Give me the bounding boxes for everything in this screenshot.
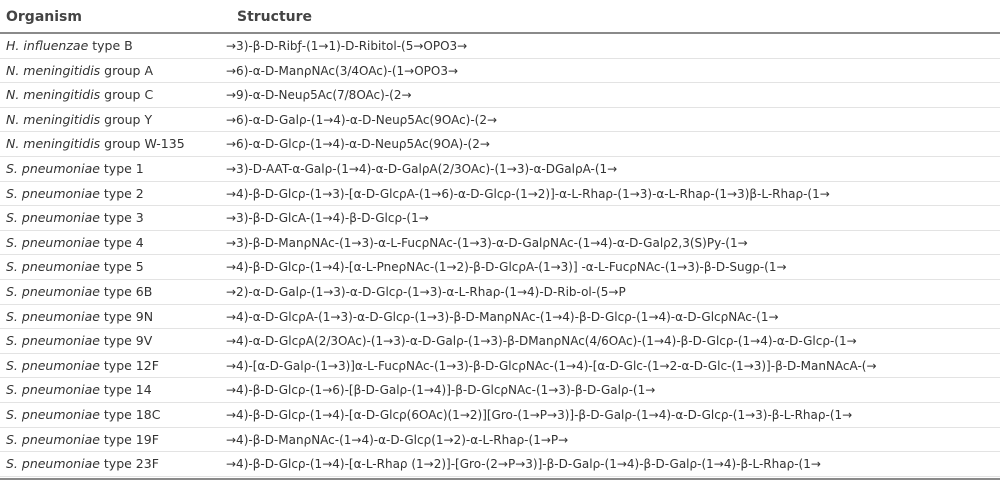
structure-cell: →6)-α-D-ManρNAc(3/4OAc)-(1→OPO3→: [226, 63, 459, 78]
structure-cell: →3)-β-D-GlcA-(1→4)-β-D-Glcρ-(1→: [226, 211, 429, 226]
organism-type: type 9V: [99, 333, 153, 349]
structure-cell: →3)-β-D-Ribƒ-(1→1)-D-Ribitol-(5→OPO3→: [226, 39, 468, 53]
organism-cell: [6, 186, 144, 202]
organism-genus: S. pneumoniae: [6, 283, 100, 299]
organism-genus: S. pneumoniae: [6, 357, 100, 373]
structure-cell: →4)-β-D-Glcρ-(1→4)-[α-L-Rhaρ (1→2)]-[Gro-(2→P→3)]-β-D-Galρ-(1→4)-β-D-Galρ-(1→4)-β-L-Rhaρ-(1→: [226, 457, 821, 472]
organism-cell: [6, 432, 159, 448]
organism-cell: [6, 38, 133, 54]
organism-cell: [6, 136, 185, 152]
organism-genus: N. meningitidis: [6, 62, 101, 78]
organism-cell: [6, 333, 152, 349]
table-row: [0, 428, 1000, 453]
structure-cell: →4)-α-D-GlcρA(2/3OAc)-(1→3)-α-D-Galρ-(1→3)-β-DManρNAc(4/6OAc)-(1→4)-β-D-Glcρ-(1→4)-α-D-Glcρ-(1→: [226, 334, 857, 349]
organism-genus: S. pneumoniae: [6, 333, 100, 349]
structure-cell: →6)-α-D-Glcρ-(1→4)-α-D-Neuρ5Ac(9OA)-(2→: [226, 137, 490, 152]
organism-cell: [6, 259, 144, 275]
organism-type: type 5: [99, 259, 144, 275]
organism-cell: [6, 407, 160, 423]
organism-genus: S. pneumoniae: [6, 406, 100, 422]
organism-cell: [6, 87, 153, 103]
organism-cell: [6, 456, 159, 472]
organism-cell: [6, 63, 153, 79]
organism-genus: S. pneumoniae: [6, 382, 100, 398]
organism-genus: S. pneumoniae: [6, 210, 100, 226]
structure-cell: →4)-[α-D-Galρ-(1→3)]α-L-FucρNAc-(1→3)-β-D-GlcρNAc-(1→4)-[α-D-Glc-(1→2-α-D-Glc-(1→3)]-β-D-ManNAcA-(→: [226, 358, 877, 373]
organism-cell: [6, 382, 152, 398]
organism-cell: [6, 284, 152, 300]
structure-cell: →6)-α-D-Galρ-(1→4)-α-D-Neuρ5Ac(9OAc)-(2→: [226, 112, 498, 127]
organism-column-header: Organism: [6, 9, 82, 25]
table-row: [0, 157, 1000, 182]
organism-type: type 2: [99, 185, 144, 201]
organism-type: type B: [88, 38, 133, 53]
structure-cell: →4)-α-D-GlcρA-(1→3)-α-D-Glcρ-(1→3)-β-D-ManρNAc-(1→4)-β-D-Glcρ-(1→4)-α-D-GlcρNAc-(1→: [226, 309, 779, 324]
structure-cell: →4)-β-D-Glcρ-(1→3)-[α-D-GlcρA-(1→6)-α-D-Glcρ-(1→2)]-α-L-Rhaρ-(1→3)-α-L-Rhaρ-(1→3)β-L-Rhaρ-(1→: [226, 186, 830, 201]
organism-cell: [6, 358, 159, 374]
structure-cell: →4)-β-D-ManρNAc-(1→4)-α-D-Glcρ(1→2)-α-L-Rhaρ-(1→P→: [226, 432, 569, 447]
table-row: [0, 329, 1000, 354]
organism-genus: N. meningitidis: [6, 87, 101, 103]
table-body: [0, 34, 1000, 477]
structure-cell: →9)-α-D-Neuρ5Ac(7/8OAc)-(2→: [226, 88, 412, 103]
organism-genus: N. meningitidis: [6, 136, 101, 152]
table-row: [0, 108, 1000, 133]
table-row: [0, 34, 1000, 59]
structure-cell: →4)-β-D-Glcρ-(1→6)-[β-D-Galρ-(1→4)]-β-D-GlcρNAc-(1→3)-β-D-Galρ-(1→: [226, 383, 656, 398]
organism-genus: N. meningitidis: [6, 111, 101, 127]
organism-type: type 23F: [99, 456, 159, 472]
organism-type: type 14: [99, 382, 152, 398]
structure-cell: →3)-β-D-ManρNAc-(1→3)-α-L-FucρNAc-(1→3)-α-D-GalρNAc-(1→4)-α-D-Galρ2,3(S)Py-(1→: [226, 235, 748, 250]
organism-type: group W-135: [100, 136, 185, 152]
table-row: [0, 378, 1000, 403]
table-row: [0, 206, 1000, 231]
table-header: [0, 0, 1000, 34]
table-bottom-rule: [0, 478, 1000, 480]
organism-cell: [6, 112, 152, 128]
structure-cell: →3)-D-AAT-α-Galρ-(1→4)-α-D-GalρA(2/3OAc)-(1→3)-α-DGalρA-(1→: [226, 161, 618, 176]
organism-cell: [6, 161, 144, 177]
organism-cell: [6, 235, 144, 251]
organism-cell: [6, 309, 153, 325]
table-row: [0, 452, 1000, 477]
organism-type: type 19F: [99, 431, 159, 447]
table-row: [0, 305, 1000, 330]
structure-cell: →4)-β-D-Glcρ-(1→4)-[α-D-Glcρ(6OAc)(1→2)][Gro-(1→P→3)]-β-D-Galρ-(1→4)-α-D-Glcρ-(1→3)-β-L-Rhaρ-(1→: [226, 407, 853, 422]
structure-cell: →2)-α-D-Galρ-(1→3)-α-D-Glcρ-(1→3)-α-L-Rhaρ-(1→4)-D-Rib-ol-(5→P: [226, 284, 626, 299]
organism-type: type 12F: [99, 357, 159, 373]
structure-column-header: Structure: [237, 9, 313, 25]
organism-genus: S. pneumoniae: [6, 431, 100, 447]
organism-genus: S. pneumoniae: [6, 259, 100, 275]
organism-cell: [6, 210, 144, 226]
table-row: [0, 182, 1000, 207]
organism-type: group Y: [100, 111, 153, 127]
organism-genus: S. pneumoniae: [6, 456, 100, 472]
organism-type: group C: [100, 87, 154, 103]
organism-type: type 18C: [99, 406, 161, 422]
table-row: [0, 59, 1000, 84]
organism-genus: H. influenzae: [6, 38, 89, 53]
organism-type: type 4: [99, 234, 144, 250]
table-row: [0, 403, 1000, 428]
organism-type: group A: [100, 62, 153, 78]
table-row: [0, 354, 1000, 379]
organism-type: type 3: [99, 210, 144, 226]
table-row: [0, 255, 1000, 280]
organism-genus: S. pneumoniae: [6, 160, 100, 176]
organism-genus: S. pneumoniae: [6, 308, 100, 324]
organism-type: type 1: [99, 160, 144, 176]
table-row: [0, 231, 1000, 256]
structure-cell: →4)-β-D-Glcρ-(1→4)-[α-L-PneρNAc-(1→2)-β-D-GlcρA-(1→3)] -α-L-FucρNAc-(1→3)-β-D-Sugρ-(1→: [226, 260, 787, 275]
organism-genus: S. pneumoniae: [6, 185, 100, 201]
table-row: [0, 280, 1000, 305]
organism-type: type 6B: [99, 283, 153, 299]
table-row: [0, 83, 1000, 108]
organism-genus: S. pneumoniae: [6, 234, 100, 250]
table-row: [0, 132, 1000, 157]
organism-type: type 9N: [99, 308, 154, 324]
